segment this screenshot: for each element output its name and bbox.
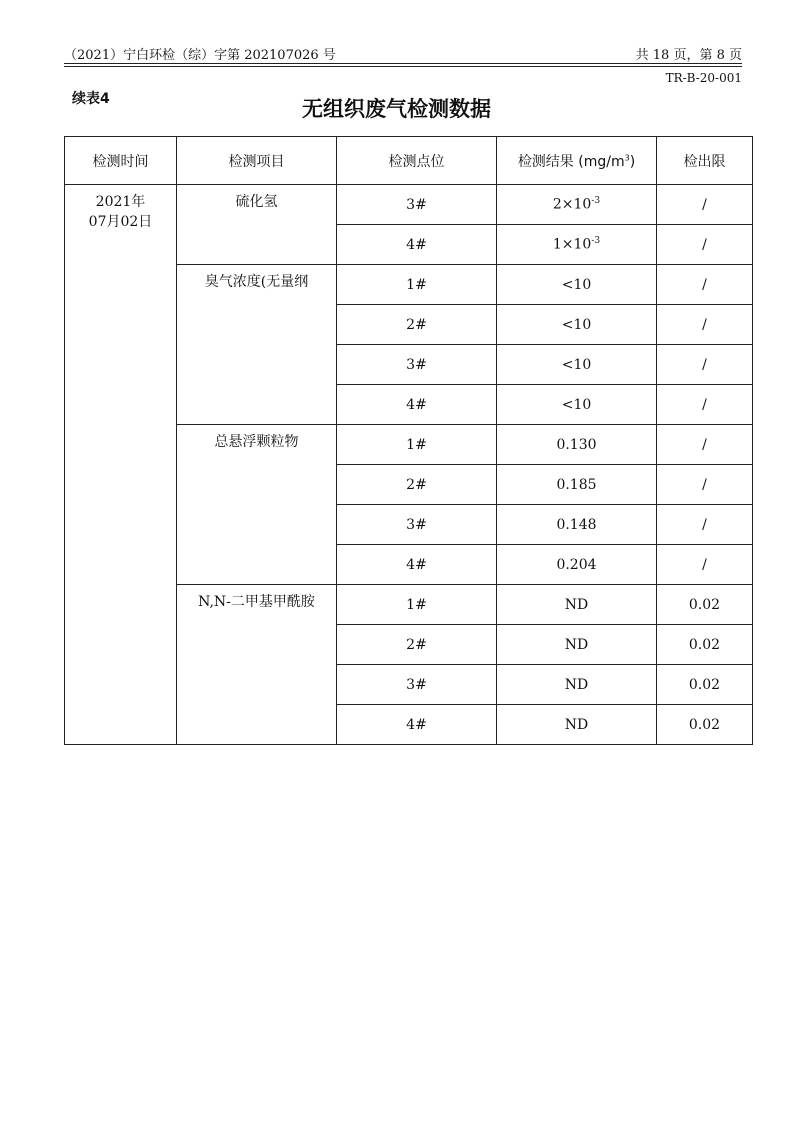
- detection-limit: /: [657, 305, 753, 345]
- detection-limit: /: [657, 505, 753, 545]
- detection-limit: /: [657, 345, 753, 385]
- detection-limit: /: [657, 545, 753, 585]
- test-result: <10: [497, 305, 657, 345]
- result-unit: $(mg/m^3)$: [578, 152, 636, 170]
- sample-point: 2#: [337, 305, 497, 345]
- detection-limit: /: [657, 425, 753, 465]
- detection-limit: 0.02: [657, 705, 753, 745]
- table-body: [65, 185, 753, 745]
- sampling-date: 2021年 07月02日: [65, 185, 177, 745]
- test-result: ND: [497, 665, 657, 705]
- detection-limit: 0.02: [657, 585, 753, 625]
- sample-point: 4#: [337, 225, 497, 265]
- sample-point: 4#: [337, 385, 497, 425]
- test-item: N,N-二甲基甲酰胺: [177, 585, 337, 745]
- table-continuation-label: 续表4: [72, 91, 110, 107]
- test-result: <10: [497, 345, 657, 385]
- header-rule-thin: [64, 63, 742, 64]
- sample-point: 3#: [337, 505, 497, 545]
- col-header-limit: 检出限: [657, 137, 753, 185]
- test-result: ND: [497, 585, 657, 625]
- sample-point: 2#: [337, 625, 497, 665]
- page-info: 共 18 页，第 8 页: [635, 48, 742, 63]
- header-rule-thick: [64, 66, 742, 67]
- test-result: ND: [497, 705, 657, 745]
- page-header: [64, 44, 742, 63]
- test-result: $2\times 10^{-3}$: [497, 185, 657, 225]
- test-result: $1\times 10^{-3}$: [497, 225, 657, 265]
- sample-point: 4#: [337, 545, 497, 585]
- detection-limit: /: [657, 185, 753, 225]
- doc-number: （2021）宁白环检（综）字第 202107026 号: [64, 48, 336, 63]
- emission-data-table: [64, 136, 753, 745]
- detection-limit: /: [657, 465, 753, 505]
- test-result: 0.130: [497, 425, 657, 465]
- test-result: 0.204: [497, 545, 657, 585]
- sample-point: 1#: [337, 425, 497, 465]
- sample-point: 1#: [337, 265, 497, 305]
- col-header-point: 检测点位: [337, 137, 497, 185]
- col-header-item: 检测项目: [177, 137, 337, 185]
- sample-point: 3#: [337, 665, 497, 705]
- test-result: <10: [497, 265, 657, 305]
- test-result: 0.185: [497, 465, 657, 505]
- detection-limit: /: [657, 225, 753, 265]
- detection-limit: /: [657, 265, 753, 305]
- sample-point: 3#: [337, 345, 497, 385]
- sample-point: 1#: [337, 585, 497, 625]
- col-header-result: 检测结果 $(mg/m^3)$: [497, 137, 657, 185]
- form-code: TR-B-20-001: [665, 71, 742, 85]
- test-result: ND: [497, 625, 657, 665]
- test-result: <10: [497, 385, 657, 425]
- col-header-time: 检测时间: [65, 137, 177, 185]
- detection-limit: 0.02: [657, 665, 753, 705]
- page-title: 无组织废气检测数据: [302, 97, 491, 121]
- test-item: 臭气浓度(无量纲: [177, 265, 337, 425]
- test-item: 总悬浮颗粒物: [177, 425, 337, 585]
- table-header-row: [65, 137, 753, 185]
- sample-point: 3#: [337, 185, 497, 225]
- test-result: 0.148: [497, 505, 657, 545]
- test-item: 硫化氢: [177, 185, 337, 265]
- detection-limit: /: [657, 385, 753, 425]
- sample-point: 4#: [337, 705, 497, 745]
- table-row: [65, 185, 753, 225]
- detection-limit: 0.02: [657, 625, 753, 665]
- sample-point: 2#: [337, 465, 497, 505]
